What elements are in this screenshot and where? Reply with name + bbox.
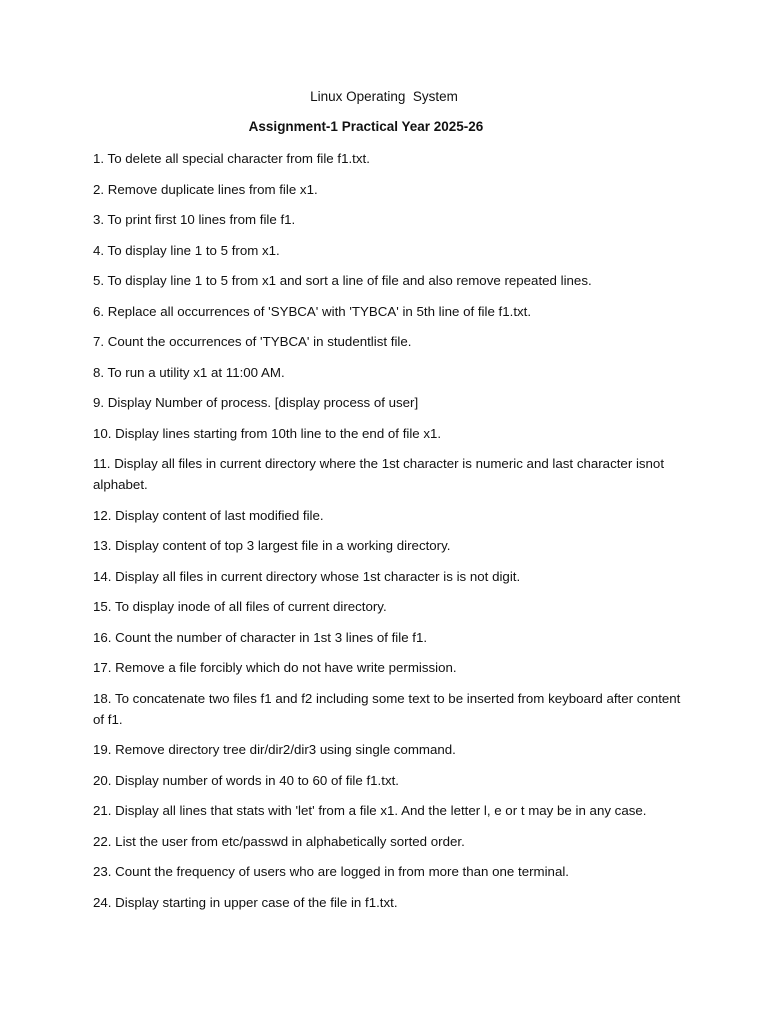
list-item: 17. Remove a file forcibly which do not have write permission. — [93, 660, 457, 675]
list-item: 10. Display lines starting from 10th line to the end of file x1. — [93, 425, 442, 441]
list-item: 22. List the user from etc/passwd in alphabetically sorted order. — [93, 833, 465, 849]
list-item: 1. To delete all special character from file f1.txt. — [93, 151, 370, 166]
list-item: 5. To display line 1 to 5 from x1 and sort a line of file and also remove repeated lines. — [93, 273, 592, 288]
list-item: 19. Remove directory tree dir/dir2/dir3 using single command. — [93, 742, 456, 757]
document-subtitle: Assignment-1 Practical Year 2025-26 — [248, 119, 484, 134]
list-item: 12. Display content of last modified file. — [93, 507, 324, 523]
document-title: Linux Operating System — [310, 89, 458, 104]
list-item: 4. To display line 1 to 5 from x1. — [93, 242, 280, 258]
list-item: 6. Replace all occurrences of 'SYBCA' with 'TYBCA' in 5th line of file f1.txt. — [93, 303, 532, 319]
assignment-list — [93, 148, 683, 922]
list-item: 2. Remove duplicate lines from file x1. — [93, 181, 318, 197]
list-item: 16. Count the number of character in 1st 3 lines of file f1. — [93, 629, 428, 645]
list-item: 23. Count the frequency of users who are logged in from more than one terminal. — [93, 864, 570, 879]
list-item: 24. Display starting in upper case of the file in f1.txt. — [93, 894, 398, 910]
list-item: 18. To concatenate two files f1 and f2 including some text to be inserted from keyboard after content of f1. — [93, 690, 681, 727]
list-item: 15. To display inode of all files of current directory. — [93, 599, 387, 614]
list-item: 7. Count the occurrences of 'TYBCA' in studentlist file. — [93, 334, 412, 349]
list-item: 21. Display all lines that stats with 'let' from a file x1. And the letter l, e or t may be in any case. — [93, 803, 647, 818]
list-item: 14. Display all files in current directory whose 1st character is is not digit. — [93, 568, 521, 584]
list-item: 8. To run a utility x1 at 11:00 AM. — [93, 364, 285, 380]
list-item: 13. Display content of top 3 largest file in a working directory. — [93, 538, 451, 553]
list-item: 3. To print first 10 lines from file f1. — [93, 212, 296, 227]
list-item: 9. Display Number of process. [display process of user] — [93, 395, 419, 410]
list-item: 11. Display all files in current directory where the 1st character is numeric and last character isnot alphabet. — [93, 456, 665, 492]
list-item: 20. Display number of words in 40 to 60 of file f1.txt. — [93, 772, 399, 788]
